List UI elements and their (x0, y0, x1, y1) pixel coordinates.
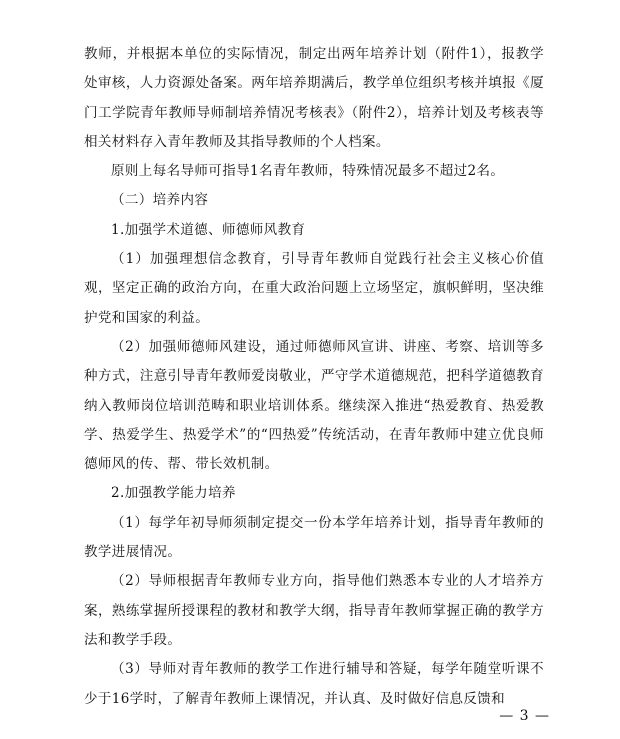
subheading-teaching-ability: 2.加强教学能力培养 (111, 485, 236, 502)
paragraph-professional-guidance: （2）导师根据青年教师专业方向，指导他们熟悉本专业的人才培养方案，熟练掌握所授课程的教材和教学大纲，指导青年教师掌握正确的教学方法和教学手段。 (84, 573, 544, 648)
subheading-ethics-education: 1.加强学术道德、师德师风教育 (111, 221, 306, 238)
document-body (84, 40, 544, 714)
paragraph-tutoring-feedback: （3）导师对青年教师的教学工作进行辅导和答疑，每学年随堂听课不少于16学时，了解青年教师上课情况，并认真、及时做好信息反馈和 (84, 661, 544, 707)
paragraph-mentor-limit: 原则上每名导师可指导1名青年教师，特殊情况最多不超过2名。 (111, 163, 505, 180)
paragraph-annual-plan: （1）每学年初导师须制定提交一份本学年培养计划，指导青年教师的教学进展情况。 (84, 514, 544, 561)
section-heading-training-content: （二）培养内容 (111, 192, 209, 209)
page-number: — 3 — (499, 708, 550, 724)
paragraph-ethics-construction: （2）加强师德师风建设，通过师德师风宣讲、讲座、考察、培训等多种方式，注意引导青年教师爱岗敬业，严守学术道德规范，把科学道德教育纳入教师岗位培训范畴和职业培训体系。继续深入推进“热爱教育、热爱教学、热爱学生、热爱学术”的“四热爱”传统活动，在青年教师中建立优良师德师风的传、帮、带长效机制。 (84, 338, 544, 473)
paragraph-continuation: 教师，并根据本单位的实际情况，制定出两年培养计划（附件1），报教学处审核，人力资源处备案。两年培养期满后，教学单位组织考核并填报《厦门工学院青年教师导师制培养情况考核表》（附件2），培养计划及考核表等相关材料存入青年教师及其指导教师的个人档案。 (84, 46, 544, 150)
paragraph-ideals-education: （1）加强理想信念教育，引导青年教师自觉践行社会主义核心价值观，坚定正确的政治方向，在重大政治问题上立场坚定，旗帜鲜明，坚决维护党和国家的利益。 (84, 251, 544, 326)
